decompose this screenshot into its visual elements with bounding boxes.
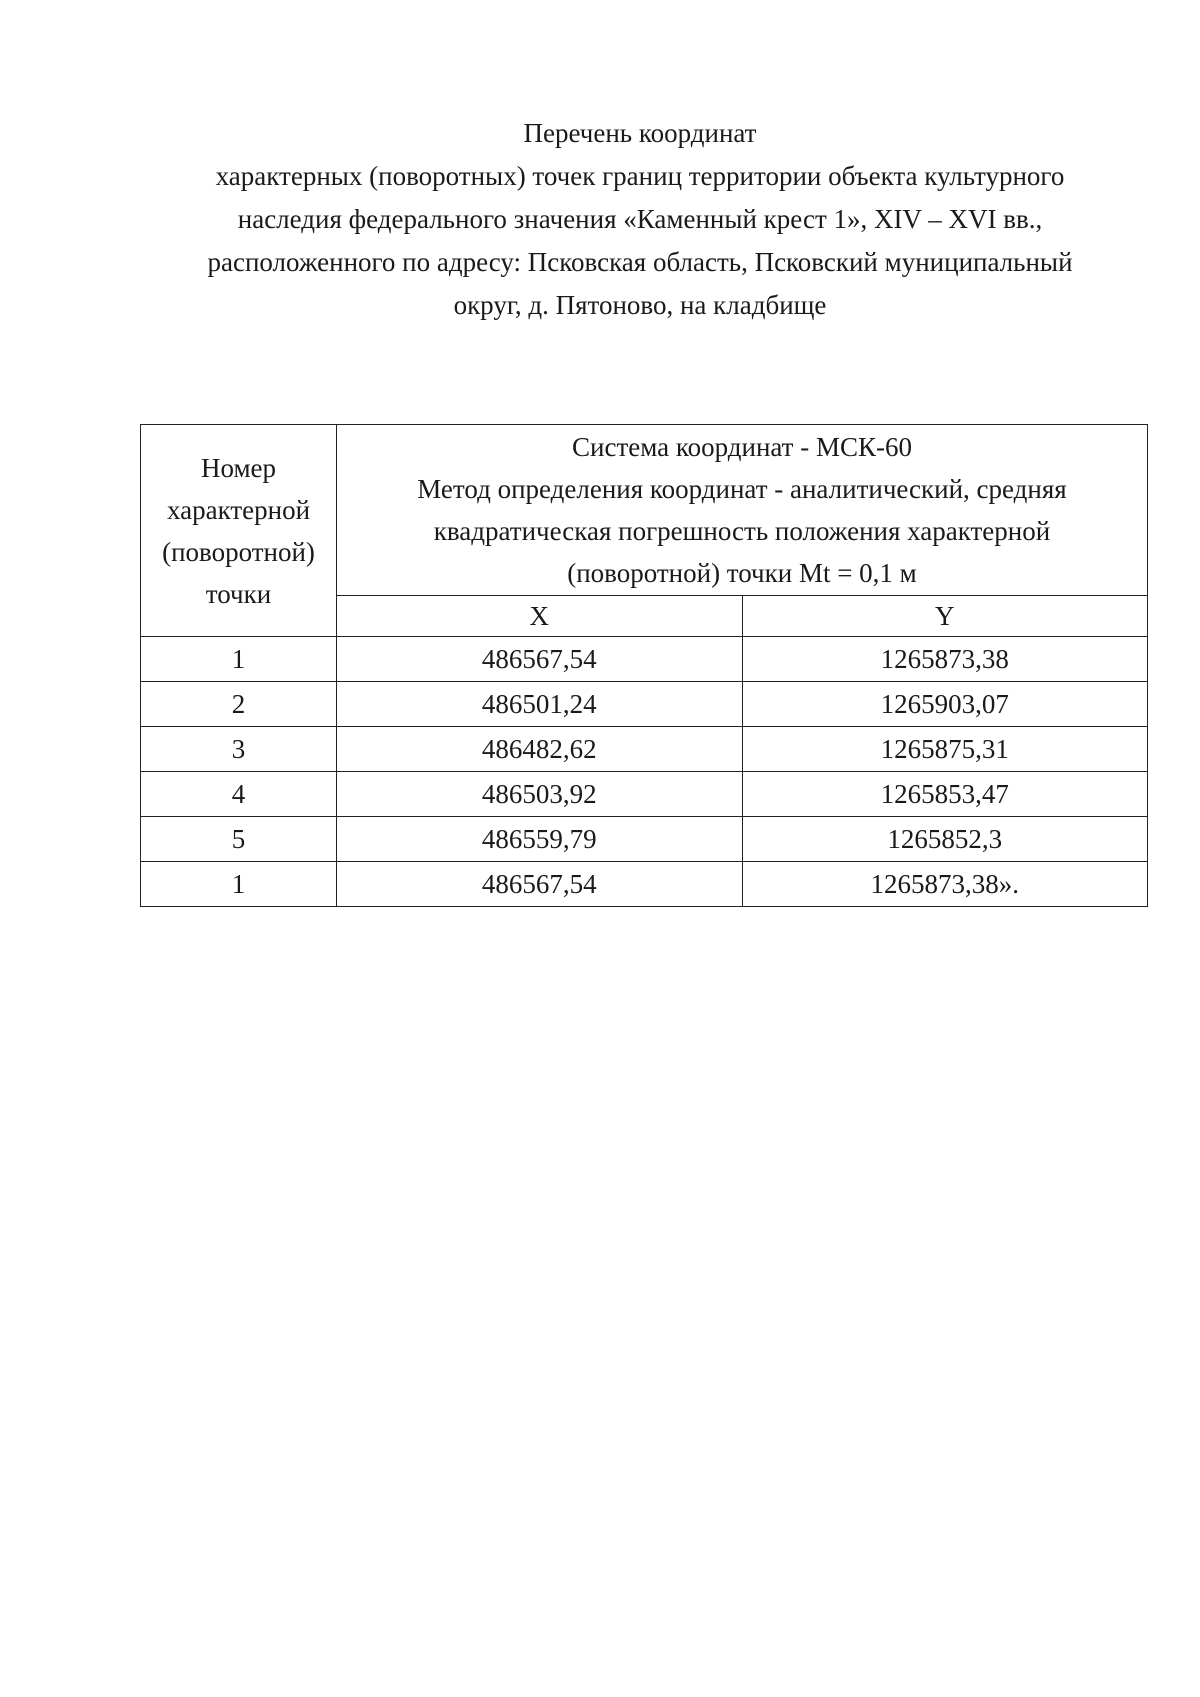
title-line: округ, д. Пятоново, на кладбище	[453, 290, 827, 320]
table-row	[141, 637, 1148, 682]
point-number-cell: 5	[141, 817, 337, 862]
title-line: характерных (поворотных) точек границ территории объекта культурного	[215, 161, 1065, 191]
x-column-header: X	[337, 596, 743, 637]
x-cell: 486567,54	[337, 637, 743, 682]
y-cell: 1265873,38».	[742, 862, 1148, 907]
point-number-cell: 1	[141, 637, 337, 682]
y-column-header: Y	[742, 596, 1148, 637]
table-row	[141, 727, 1148, 772]
x-cell: 486559,79	[337, 817, 743, 862]
coordinates-table	[140, 424, 1148, 907]
point-number-cell: 1	[141, 862, 337, 907]
y-cell: 1265875,31	[742, 727, 1148, 772]
title-line: наследия федерального значения «Каменный крест 1», XIV – XVI вв.,	[237, 204, 1043, 234]
table-header-row	[141, 425, 1148, 596]
y-cell: 1265853,47	[742, 772, 1148, 817]
x-cell: 486567,54	[337, 862, 743, 907]
x-cell: 486503,92	[337, 772, 743, 817]
table-row	[141, 862, 1148, 907]
title-line: Перечень координат	[523, 118, 757, 148]
point-number-cell: 3	[141, 727, 337, 772]
y-cell: 1265873,38	[742, 637, 1148, 682]
y-cell: 1265903,07	[742, 682, 1148, 727]
document-title	[150, 112, 1130, 327]
point-number-cell: 4	[141, 772, 337, 817]
table-row	[141, 682, 1148, 727]
title-line: расположенного по адресу: Псковская область, Псковский муниципальный	[207, 247, 1073, 277]
point-number-header: Номер характерной (поворотной) точки	[141, 425, 337, 637]
x-cell: 486482,62	[337, 727, 743, 772]
coordinate-system-header: Система координат - МСК-60 Метод определения координат - аналитический, средняя квадратическая погрешность положения характерной (поворотной) точки Mt = 0,1 м	[337, 425, 1148, 596]
point-number-cell: 2	[141, 682, 337, 727]
x-cell: 486501,24	[337, 682, 743, 727]
table-row	[141, 772, 1148, 817]
table-row	[141, 817, 1148, 862]
y-cell: 1265852,3	[742, 817, 1148, 862]
